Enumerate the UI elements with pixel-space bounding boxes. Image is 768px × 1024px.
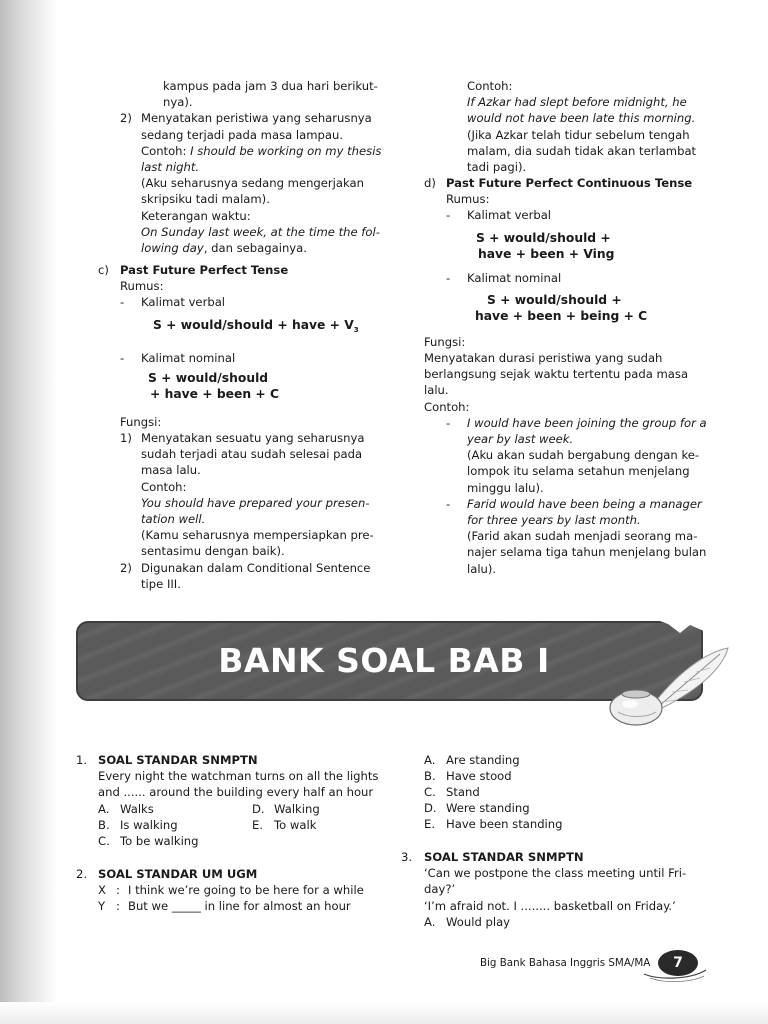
- option-d[interactable]: [424, 800, 708, 816]
- bullet-dash: -: [446, 208, 451, 223]
- option-text: Have been standing: [446, 817, 563, 831]
- speaker-colon: :: [116, 883, 120, 898]
- translation-line: lalu).: [467, 561, 497, 576]
- option-letter: E.: [252, 817, 264, 832]
- text-line: [98, 240, 380, 256]
- bullet-dash: -: [446, 270, 451, 285]
- bullet-item: [98, 294, 380, 310]
- text-line: Keterangan waktu:: [141, 208, 251, 223]
- question-number: 3.: [401, 850, 413, 864]
- translation-line: (Kamu seharusnya mempersiapkan pre-: [141, 528, 374, 543]
- option-text: Were standing: [446, 801, 530, 815]
- example-sentence: would not have been late this morning.: [467, 111, 696, 126]
- option-b[interactable]: [98, 817, 178, 833]
- question-text: ‘I’m afraid not. I ........ basketball on Friday.’: [424, 898, 676, 913]
- option-text: Is walking: [120, 817, 178, 832]
- text-line: Digunakan dalam Conditional Sentence: [141, 560, 371, 575]
- question-text: and ...... around the building every half an hour: [98, 785, 374, 800]
- rumus-label: Rumus:: [446, 192, 490, 207]
- dialogue-line-x: [76, 882, 386, 898]
- formula: S + would/should +: [487, 292, 622, 307]
- time-expression: lowing day: [141, 241, 204, 256]
- text-line: Menyatakan durasi peristiwa yang sudah: [424, 351, 663, 366]
- translation-line: najer selama tiga tahun menjelang bulan: [467, 545, 707, 560]
- option-letter: B.: [424, 769, 436, 783]
- speaker-label: Y: [98, 899, 106, 914]
- fungsi-label: Fungsi:: [120, 414, 162, 429]
- question-text: day?’: [424, 882, 456, 897]
- question-number: 1.: [76, 753, 88, 767]
- section-heading: [424, 175, 708, 191]
- option-a[interactable]: [98, 801, 154, 817]
- text-fragment: in line for almost an hour: [200, 899, 351, 914]
- book-title-footer: Big Bank Bahasa Inggris SMA/MA: [480, 957, 651, 969]
- example-sentence: I should be working on my thesis: [190, 143, 382, 158]
- section-past-future-perfect-continuous: [424, 175, 708, 577]
- contoh-label: Contoh:: [141, 143, 191, 158]
- bullet-dash: -: [446, 415, 451, 430]
- option-text: Walks: [120, 801, 154, 816]
- bullet-item: [98, 350, 380, 366]
- question-header: SOAL STANDAR UM UGM: [98, 867, 258, 881]
- formula: S + would/should +: [476, 230, 611, 245]
- question-1: [76, 752, 386, 849]
- option-letter: A.: [98, 801, 110, 816]
- option-text: Stand: [446, 785, 480, 799]
- translation-line: sentasimu dengan baik).: [141, 544, 285, 559]
- formula: S + would/should: [148, 370, 269, 385]
- example-sentence: tation well.: [141, 512, 206, 527]
- contoh-label: Contoh:: [424, 399, 470, 414]
- text-line: [98, 143, 380, 159]
- text-line: lalu.: [424, 383, 449, 398]
- section-past-future-perfect: [98, 262, 380, 592]
- page-edge-shadow: [0, 0, 58, 1024]
- speaker-colon: :: [116, 899, 120, 914]
- translation-line: malam, dia sudah tidak akan terlambat: [467, 143, 697, 158]
- bullet-dash: -: [120, 295, 125, 310]
- dialogue-line-y: [76, 898, 386, 914]
- formula: [98, 317, 380, 338]
- option-letter: E.: [424, 817, 436, 831]
- option-letter: C.: [98, 833, 110, 848]
- section-label: d): [424, 176, 436, 190]
- text-line: kampus pada jam 3 dua hari berikut-: [163, 79, 378, 93]
- list-item-2: [98, 560, 380, 576]
- option-c[interactable]: [424, 784, 708, 800]
- option-letter: A.: [424, 914, 436, 929]
- option-b[interactable]: [424, 768, 708, 784]
- right-column-top: [424, 78, 708, 175]
- list-item-2: [98, 110, 380, 126]
- dialogue-text: [128, 898, 351, 914]
- translation-line: minggu lalu).: [467, 480, 544, 495]
- text-fragment: , dan sebagainya.: [203, 241, 307, 256]
- text-line: sedang terjadi pada masa lampau.: [141, 127, 344, 142]
- example-sentence: for three years by last month.: [467, 513, 641, 528]
- option-c[interactable]: [98, 833, 199, 849]
- text-line: berlangsung sejak waktu tertentu pada masa: [424, 367, 689, 382]
- question-2-options: [424, 752, 708, 832]
- answer-blank: _____: [171, 899, 201, 914]
- option-letter: B.: [98, 817, 110, 832]
- translation-line: tadi pagi).: [467, 160, 527, 175]
- section-title: Past Future Perfect Continuous Tense: [446, 176, 693, 190]
- text-line: Contoh:: [141, 479, 187, 494]
- bullet-label: Kalimat verbal: [467, 208, 552, 223]
- speaker-label: X: [98, 883, 106, 898]
- list-number: 2): [120, 111, 132, 126]
- bullet-label: Kalimat nominal: [467, 270, 562, 285]
- example-sentence: Farid would have been being a manager: [467, 496, 702, 511]
- question-2: [76, 866, 386, 914]
- translation-line: (Aku seharusnya sedang mengerjakan: [141, 176, 364, 191]
- section-heading: [98, 262, 380, 278]
- option-text: To walk: [274, 817, 317, 832]
- example-item: [424, 496, 708, 512]
- option-letter: D.: [252, 801, 265, 816]
- translation-line: (Jika Azkar telah tidur sebelum tengah: [467, 127, 690, 142]
- formula-text: S + would/should + have + V: [153, 317, 354, 332]
- banner-title: BANK SOAL BAB I: [218, 641, 550, 680]
- option-text: Walking: [274, 801, 320, 816]
- answer-options: [76, 801, 386, 849]
- example-sentence: last night.: [141, 160, 200, 175]
- question-number: 2.: [76, 867, 88, 881]
- option-text: To be walking: [120, 833, 199, 848]
- section-label: c): [98, 263, 109, 277]
- bullet-dash: -: [120, 350, 125, 365]
- bullet-dash: -: [446, 496, 451, 511]
- translation-line: lompok itu selama setahun menjelang: [467, 464, 690, 479]
- text-line: nya).: [163, 95, 193, 110]
- fungsi-label: Fungsi:: [424, 334, 466, 349]
- option-text: Would play: [446, 914, 511, 929]
- bullet-label: Kalimat verbal: [141, 295, 226, 310]
- text-line: Menyatakan sesuatu yang seharusnya: [141, 431, 365, 446]
- left-column-top: [98, 78, 380, 256]
- question-header: SOAL STANDAR SNMPTN: [424, 850, 584, 864]
- page-number: 7: [658, 950, 698, 976]
- question-text: ‘Can we postpone the class meeting until Fri-: [424, 866, 687, 881]
- dialogue-text: I think we’re going to be here for a while: [128, 883, 364, 898]
- page-bottom-shadow: [0, 1002, 768, 1024]
- text-line: Menyatakan peristiwa yang seharusnya: [141, 111, 372, 126]
- formula: have + been + being + C: [475, 308, 648, 323]
- text-line: sudah terjadi atau sudah selesai pada: [141, 447, 363, 462]
- translation-line: skripsiku tadi malam).: [141, 192, 270, 207]
- ink-pot-quill-icon: [600, 640, 740, 728]
- list-number: 2): [120, 560, 132, 575]
- option-text: Have stood: [446, 769, 512, 783]
- option-letter: C.: [424, 785, 436, 799]
- option-e[interactable]: [424, 816, 708, 832]
- text-line: tipe III.: [141, 576, 181, 591]
- option-a[interactable]: [401, 914, 708, 930]
- list-number: 1): [120, 431, 132, 446]
- example-sentence: year by last week.: [467, 432, 574, 447]
- formula: have + been + Ving: [478, 246, 615, 261]
- question-text: Every night the watchman turns on all the lights: [98, 769, 379, 784]
- option-d[interactable]: [252, 801, 320, 817]
- example-sentence: I would have been joining the group for a: [467, 415, 707, 430]
- rumus-label: Rumus:: [120, 279, 164, 294]
- bullet-label: Kalimat nominal: [141, 350, 236, 365]
- formula-subscript: 3: [353, 325, 359, 334]
- bullet-item: [424, 207, 708, 223]
- question-3: [401, 849, 708, 930]
- question-header: SOAL STANDAR SNMPTN: [98, 753, 258, 767]
- text-fragment: But we: [128, 899, 172, 914]
- text-line: masa lalu.: [141, 463, 201, 478]
- contoh-label: Contoh:: [467, 79, 513, 93]
- example-sentence: You should have prepared your presen-: [141, 495, 370, 510]
- option-a[interactable]: [424, 752, 708, 768]
- option-letter: A.: [424, 753, 436, 767]
- section-title: Past Future Perfect Tense: [120, 263, 289, 277]
- bullet-item: [424, 270, 708, 286]
- example-sentence: If Azkar had slept before midnight, he: [467, 95, 687, 110]
- formula: + have + been + C: [150, 386, 279, 401]
- text-line: On Sunday last week, at the time the fol-: [141, 224, 380, 239]
- list-item-1: [98, 430, 380, 446]
- example-item: [424, 415, 708, 431]
- translation-line: (Farid akan sudah menjadi seorang ma-: [467, 529, 698, 544]
- translation-line: (Aku akan sudah bergabung dengan ke-: [467, 448, 700, 463]
- option-text: Are standing: [446, 753, 520, 767]
- option-letter: D.: [424, 801, 437, 815]
- option-e[interactable]: [252, 817, 317, 833]
